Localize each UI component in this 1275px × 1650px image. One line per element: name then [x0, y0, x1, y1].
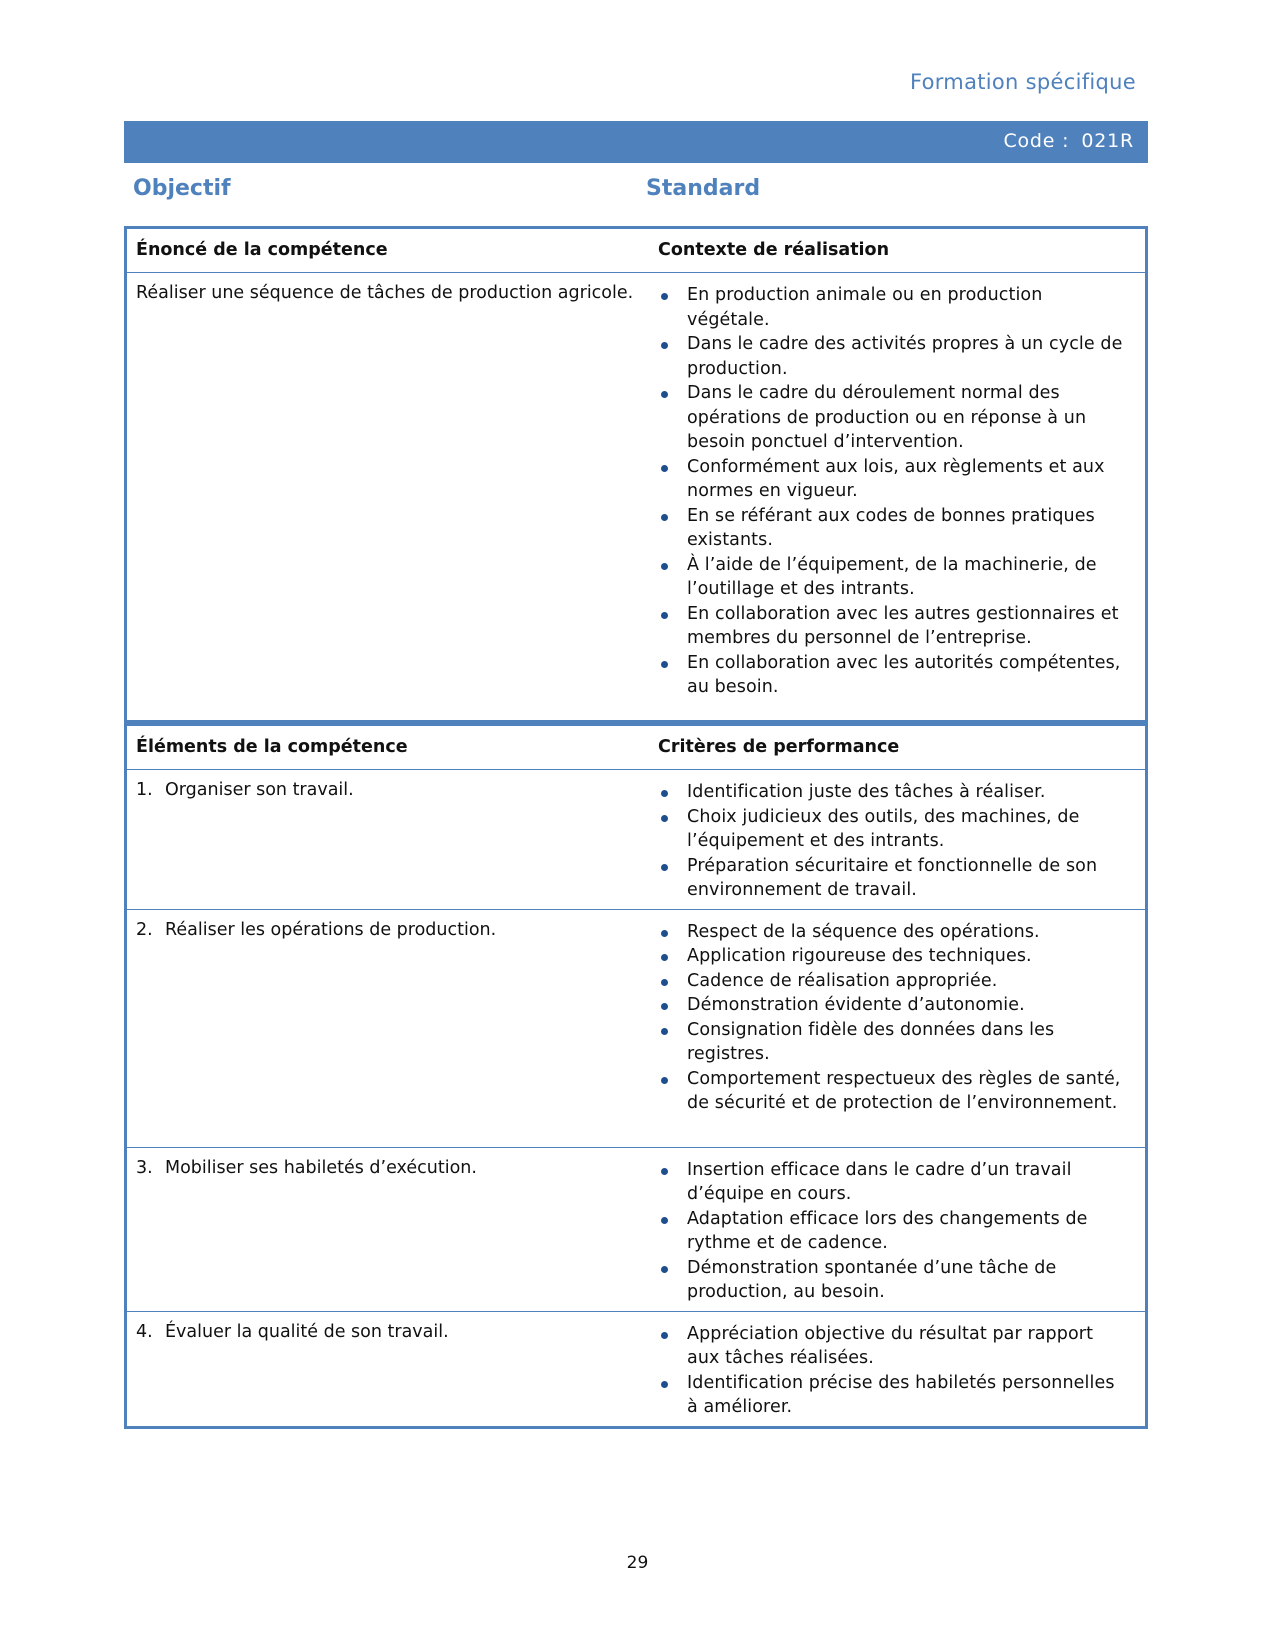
element-cell [126, 1147, 650, 1311]
criteria-cell [649, 1147, 1147, 1311]
bullet-icon [661, 1077, 668, 1084]
list-item [649, 993, 1125, 1018]
element-number: 3. [136, 1157, 153, 1178]
list-item-text: Conformément aux lois, aux règlements et aux normes en vigueur. [687, 456, 1105, 501]
list-item [649, 504, 1125, 553]
list-item [649, 1371, 1125, 1420]
list-item-text: En production animale ou en production végétale. [687, 285, 1043, 330]
list-item-text: Choix judicieux des outils, des machines, de l’équipement et des intrants. [687, 806, 1080, 851]
list-item-text: Dans le cadre des activités propres à un cycle de production. [687, 334, 1123, 379]
element-number: 2. [136, 919, 153, 940]
section-headings [124, 176, 1148, 216]
code-value: 021R [1081, 130, 1134, 152]
list-item [649, 1322, 1125, 1371]
criteria-cell [649, 909, 1147, 1147]
bullet-icon [661, 293, 668, 300]
list-item-text: Identification précise des habiletés personnelles à améliorer. [687, 1372, 1115, 1417]
bullet-icon [661, 563, 668, 570]
list-item-text: Démonstration spontanée d’une tâche de production, au besoin. [687, 1257, 1057, 1302]
list-item-text: À l’aide de l’équipement, de la machinerie, de l’outillage et des intrants. [687, 554, 1097, 599]
list-item-text: En collaboration avec les autres gestionnaires et membres du personnel de l’entreprise. [687, 603, 1119, 648]
list-item [649, 332, 1125, 381]
bullet-icon [661, 1381, 668, 1388]
bullet-icon [661, 612, 668, 619]
criteria-cell [649, 770, 1147, 910]
bullet-icon [661, 1168, 668, 1175]
element-cell [126, 909, 650, 1147]
bullet-icon [661, 465, 668, 472]
bullet-icon [661, 1332, 668, 1339]
context-list [649, 283, 1145, 700]
list-item [649, 920, 1125, 945]
bullet-icon [661, 1028, 668, 1035]
list-item [649, 283, 1125, 332]
element-text: Mobiliser ses habiletés d’exécution. [165, 1157, 477, 1178]
element-text: Évaluer la qualité de son travail. [165, 1321, 449, 1342]
list-item [649, 1067, 1125, 1116]
list-item-text: Insertion efficace dans le cadre d’un travail d’équipe en cours. [687, 1159, 1072, 1204]
list-item-text: Comportement respectueux des règles de santé, de sécurité et de protection de l’environnement. [687, 1068, 1121, 1113]
context-header: Contexte de réalisation [649, 228, 1147, 273]
competence-statement-table [124, 226, 1148, 723]
list-item [649, 602, 1125, 651]
bullet-icon [661, 342, 668, 349]
standard-heading: Standard [646, 176, 761, 201]
bullet-icon [661, 815, 668, 822]
list-item [649, 1256, 1125, 1305]
code-label: Code : [1003, 130, 1070, 152]
element-cell [126, 770, 650, 910]
bullet-icon [661, 930, 668, 937]
list-item-text: En collaboration avec les autorités compétentes, au besoin. [687, 652, 1121, 697]
criteria-list [649, 780, 1145, 903]
list-item [649, 553, 1125, 602]
list-item-text: Respect de la séquence des opérations. [687, 921, 1040, 942]
table-header-row [126, 725, 1147, 770]
table-row [126, 273, 1147, 722]
list-item-text: Adaptation efficace lors des changements de rythme et de cadence. [687, 1208, 1088, 1253]
bullet-icon [661, 1217, 668, 1224]
code-banner [124, 121, 1148, 163]
criteria-cell [649, 1311, 1147, 1427]
objectif-heading: Objectif [133, 176, 231, 201]
list-item [649, 805, 1125, 854]
list-item-text: Dans le cadre du déroulement normal des opérations de production ou en réponse à un besoin ponctuel d’intervention. [687, 383, 1087, 452]
table-row [126, 1311, 1147, 1427]
table-header-row [126, 228, 1147, 273]
criteria-list [649, 1322, 1145, 1420]
bullet-icon [661, 864, 668, 871]
list-item-text: En se référant aux codes de bonnes pratiques existants. [687, 505, 1095, 550]
list-item [649, 854, 1125, 903]
page-number: 29 [626, 1553, 649, 1573]
bullet-icon [661, 391, 668, 398]
criteria-list [649, 1158, 1145, 1305]
list-item [649, 969, 1125, 994]
course-code [1003, 130, 1134, 152]
list-item [649, 455, 1125, 504]
bullet-icon [661, 790, 668, 797]
list-item [649, 944, 1125, 969]
list-item-text: Cadence de réalisation appropriée. [687, 970, 998, 991]
table-row [126, 909, 1147, 1147]
list-item-text: Identification juste des tâches à réaliser. [687, 782, 1046, 802]
list-item [649, 651, 1125, 700]
criteria-list [649, 920, 1145, 1116]
list-item [649, 1158, 1125, 1207]
list-item-text: Démonstration évidente d’autonomie. [687, 995, 1025, 1015]
table-row [126, 770, 1147, 910]
bullet-icon [661, 661, 668, 668]
section-title: Formation spécifique [909, 70, 1136, 94]
element-cell [126, 1311, 650, 1427]
performance-criteria-table [124, 723, 1148, 1429]
elements-header: Éléments de la compétence [126, 725, 650, 770]
criteria-header: Critères de performance [649, 725, 1147, 770]
competence-statement: Réaliser une séquence de tâches de production agricole. [136, 283, 634, 303]
table-row [126, 1147, 1147, 1311]
element-text: Organiser son travail. [165, 780, 354, 800]
bullet-icon [661, 514, 668, 521]
element-text: Réaliser les opérations de production. [165, 919, 497, 940]
list-item-text: Préparation sécuritaire et fonctionnelle de son environnement de travail. [687, 855, 1098, 900]
list-item-text: Consignation fidèle des données dans les registres. [687, 1019, 1055, 1064]
statement-header: Énoncé de la compétence [126, 228, 650, 273]
list-item-text: Appréciation objective du résultat par rapport aux tâches réalisées. [687, 1323, 1094, 1368]
list-item [649, 780, 1125, 805]
list-item [649, 1018, 1125, 1067]
list-item [649, 1207, 1125, 1256]
list-item [649, 381, 1125, 455]
list-item-text: Application rigoureuse des techniques. [687, 946, 1032, 966]
bullet-icon [661, 1003, 668, 1010]
element-number: 4. [136, 1321, 153, 1342]
context-cell [649, 273, 1147, 722]
bullet-icon [661, 1266, 668, 1273]
bullet-icon [661, 979, 668, 986]
bullet-icon [661, 954, 668, 961]
element-number: 1. [136, 780, 153, 800]
